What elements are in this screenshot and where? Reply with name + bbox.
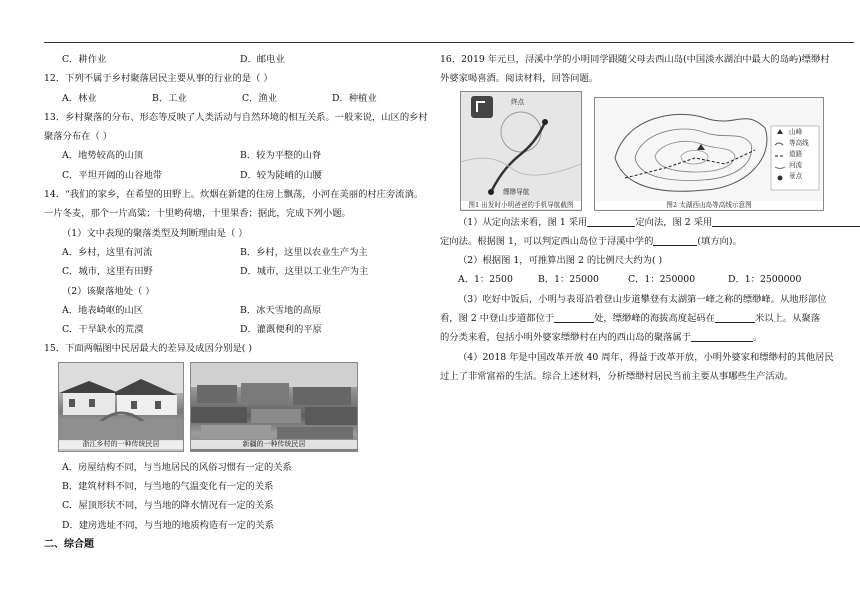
q14-stem-line1: 14．“我们的家乡，在希望的田野上。炊烟在新建的住房上飘荡，小河在美丽的村庄旁流淌。 [44, 189, 424, 201]
q15-option-c: C．屋顶形状不同，与当地的降水情况有一定的关系 [62, 500, 274, 512]
q14-sub1-option-d: D．城市，这里以工业生产为主 [240, 266, 369, 278]
q13-stem-line1: 13．乡村聚落的分布、形态等反映了人类活动与自然环境的相互关系。一般来说，山区的乡村 [44, 111, 428, 123]
q12-option-a: A．林业 [62, 92, 97, 104]
answer-blank-3[interactable] [653, 234, 697, 246]
fig2-caption: 图2 太湖西山岛等高线示意图 [595, 201, 823, 209]
contour-map-figure [594, 97, 824, 211]
q16-stem-line1: 16．2019 年元旦，浔溪中学的小明同学跟随父母去西山岛(中国淡水湖泊中最大的岛屿)缥缈村 [440, 54, 830, 65]
q12-option-c: C．渔业 [242, 92, 278, 104]
q14-sub2-option-d: D．灌溉便利的平原 [240, 324, 322, 336]
q13-options-cd [44, 166, 422, 185]
sub2-options [440, 270, 840, 289]
q12-option-b: B．工业 [152, 92, 187, 104]
q12-options [44, 89, 422, 108]
q11-option-d: D．邮电业 [240, 54, 285, 65]
legend-item-contour: 等高线 [789, 138, 809, 147]
q15-option-d: D．建房选址不同，与当地的地质构造有一定的关系 [62, 519, 274, 531]
answer-blank-4[interactable] [554, 311, 594, 323]
sub3-text-e: 。 [753, 332, 763, 344]
legend-item-scenic: 景点 [789, 171, 803, 180]
navigation-screenshot-figure [460, 91, 582, 211]
sub3-text-d: 的分类来看，包括小明外婆家缥缈村在内的西山岛的聚落属于 [440, 332, 692, 344]
right-column [440, 50, 840, 386]
fig1-top-label: 终点 [511, 97, 525, 106]
sub3-text-a: 看，图 2 中登山步道都位于 [440, 313, 555, 325]
photo1-caption: 浙江乡村的一种传统民居 [59, 440, 183, 449]
q14-sub1-stem: （1）文中表现的聚落类型及判断理由是（ ） [62, 227, 248, 239]
header-rule [44, 42, 854, 43]
sub1-text-c: 定向法。根据图 1，可以判定西山岛位于浔溪中学的 [440, 235, 654, 247]
sub4-line1: （4）2018 年是中国改革开放 40 周年，得益于改革开放，小明外婆家和缥缈村的其他居民 [458, 351, 834, 363]
sub2-option-c: C．1：250000 [628, 274, 696, 286]
answer-blank-6[interactable] [691, 330, 753, 342]
answer-blank-5[interactable] [715, 311, 755, 323]
sub2-option-a: A．1：2500 [458, 274, 513, 286]
q11-option-c: C．耕作业 [62, 54, 107, 65]
q14-sub2-option-c: C．干旱缺水的荒漠 [62, 324, 144, 336]
q13-option-c: C．平坦开阔的山谷地带 [62, 169, 163, 181]
zhejiang-dwelling-photo [58, 362, 184, 452]
sub3-text-b: 处，缥缈峰的海拔高度起码在 [594, 313, 715, 325]
q15-option-a: A．房屋结构不同，与当地居民的风俗习惯有一定的关系 [62, 461, 292, 473]
sub3-line2 [440, 309, 840, 328]
answer-blank-1[interactable] [587, 215, 635, 227]
q14-sub2-options-ab [44, 301, 422, 320]
sub3-text-c: 米以上。从聚落 [754, 313, 821, 325]
sub3-line1: （3）吃好中饭后，小明与表哥沿着登山步道攀登有太湖第一峰之称的缥缈峰。从地形部位 [458, 293, 827, 305]
q12-stem: 12．下列不属于乡村聚落居民主要从事的行业的是（ ） [44, 73, 273, 85]
legend-item-road: 道路 [789, 149, 803, 158]
left-column [44, 50, 428, 554]
q14-stem-line2: 一片冬麦，那个一片高粱；十里哟荷塘，十里果香；据此，完成下列小题。 [44, 208, 351, 220]
q16-figures [454, 91, 840, 211]
xinjiang-dwelling-illustration [191, 363, 357, 451]
q14-sub2-option-a: A．地表崎岖的山区 [62, 304, 144, 316]
fig1-bottom-label: 缥缈导航 [503, 187, 530, 196]
legend-item-river: 河流 [789, 160, 803, 169]
q13-option-d: D．较为陡峭的山腰 [240, 169, 322, 181]
q14-sub2-stem: （2）该聚落地处（ ） [62, 285, 155, 297]
zhejiang-dwelling-illustration [59, 363, 183, 451]
sub1-text-b: 定向法，图 2 采用 [635, 216, 713, 228]
q16-stem-line2: 外婆家喝喜酒。阅读材料，回答问题。 [440, 73, 599, 85]
q14-sub1-option-c: C．城市，这里有田野 [62, 266, 153, 278]
q15-option-b: B．建筑材料不同，与当地的气温变化有一定的关系 [62, 481, 274, 493]
sub3-line3 [440, 328, 840, 347]
answer-blank-2[interactable] [712, 215, 860, 227]
sub4-line2: 过上了非常富裕的生活。综合上述材料，分析缥缈村居民当前主要从事哪些生产活动。 [440, 370, 794, 382]
sub1-line2 [440, 232, 840, 251]
legend-item-peak: 山峰 [789, 127, 803, 136]
xinjiang-dwelling-photo [190, 362, 358, 452]
photo2-caption: 新疆的一种传统民居 [191, 440, 357, 449]
sub2-stem: （2）根据图 1，可推算出图 2 的比例尺大约为( ) [458, 255, 663, 267]
q14-sub1-options-cd [44, 262, 422, 281]
q13-option-a: A．地势较高的山顶 [62, 150, 144, 162]
q15-stem: 15．下面两幅图中民居最大的差异及成因分别是( ) [44, 343, 252, 355]
sub1-text-d: (填方向)。 [697, 235, 742, 247]
q14-sub1-options-ab [44, 243, 422, 262]
q14-sub2-options-cd [44, 320, 422, 339]
sub2-option-d: D．1：2500000 [728, 274, 802, 286]
q14-sub2-option-b: B．冰天雪地的高原 [240, 304, 322, 316]
q12-option-d: D．种植业 [332, 92, 377, 104]
sub1-text-a: （1）从定向法来看，图 1 采用 [458, 216, 588, 228]
q13-stem-line2: 聚落分布在（ ） [44, 131, 113, 143]
q11-options [44, 50, 422, 69]
section-heading: 二、综合题 [44, 538, 94, 550]
sub1-line1 [440, 213, 840, 232]
q14-sub1-option-b: B．乡村，这里以农业生产为主 [240, 246, 368, 258]
sub2-option-b: B．1：25000 [538, 274, 599, 286]
q14-sub1-option-a: A．乡村，这里有河流 [62, 246, 153, 258]
q13-option-b: B．较为平整的山脊 [240, 150, 322, 162]
q13-options-ab [44, 146, 422, 165]
q15-photos [56, 362, 422, 454]
fig1-caption: 图1 出发时小明爸爸的手机导航截图 [461, 201, 581, 209]
